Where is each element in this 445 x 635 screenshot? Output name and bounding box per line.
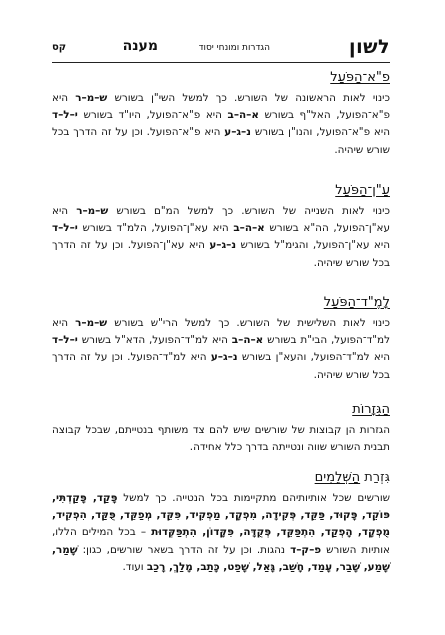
example-words: שָׁמַר, שָׁמַע, שָׁבַר, עָמַד, חָשַׁב, גָּאַל, שָׁפַט, כָּתַב, מָלַךְ, רָכַב [52,543,390,573]
section-body: הגזרות הן קבוצות של שורשים שיש להם צד משותף בנטייתם, שבכל קבוצה תבנית השורש שווה ונטייתה בדרך כלל אחידה. [52,424,390,454]
section-title: עַ"ן־הַפֹּעַל [335,183,390,198]
root: פ–ק–ד [290,543,322,556]
section-title: לָמֶ"ד־הַפֹּעַל [323,295,390,310]
root: נ–ג–ע [224,126,251,139]
page-number: קס [52,42,67,53]
section-title: פ"א־הַפֹּעַל [330,70,390,85]
section-pe-hapoal [52,70,390,159]
root: נ–ג–ע [209,239,237,252]
root: י–ל–ד [52,222,78,235]
section-ayin-hapoal [52,183,390,272]
root: י–ל–ד [52,334,78,347]
root: י–ל–ד [52,109,78,122]
page-header [52,36,390,63]
section-gzarot [52,402,390,456]
header-middle: מענה [122,38,158,54]
section-body: כינוי לאות השנייה של השורש. כך למשל המ"ם בשורש ש–מ–ר היא עא"ן־הפועל, הה"א בשורש א–ה–ב היא עא"ן־הפועל, הלמ"ד בשורש י–ל–ד היא עא"ן־הפועל, והגימ"ל בשורש נ–ג–ע היא עא"ן־הפועל. וכן על זה הדרך בכל שורש שיהיה. [52,205,390,269]
root: א–ה–ב [233,222,265,235]
section-gizrat-hashlemim [52,470,390,576]
section-title: גִּזְרַת הַשְּׁלֵמִים [314,470,390,485]
root: ש–מ–ר [75,92,108,104]
root: א–ה–ב [227,109,259,122]
section-body: כינוי לאות השלישית של השורש. כך למשל הרי"ש בשורש ש–מ–ר היא למ"ד־הפועל, הבי"ת בשורש א–ה–ב היא למ"ד־הפועל, הדא"ל בשורש י–ל–ד היא למ"ד־הפועל, והעא"ן בשורש נ–ג–ע היא למ"ד־הפועל. וכן על זה הדרך בכל שורש שיהיה. [52,317,390,381]
section-title: הַגִּזָרוֹת [352,402,390,417]
root: נ–ג–ע [210,351,238,364]
header-title: לשון [349,36,390,58]
root: א–ה–ב [231,334,264,347]
root: ש–מ–ר [76,205,109,217]
root: ש–מ–ר [75,317,108,329]
section-body: כינוי לאות הראשונה של השורש. כך למשל השי"ן בשורש ש–מ–ר היא פ"א־הפועל, האל"ף בשורש א–ה–ב היא פ"א־הפועל, היו"ד בשורש י–ל–ד היא פ"א־הפועל, והנו"ן בשורש נ–ג–ע היא פ"א־הפועל. וכן על זה הדרך בכל שורש שיהיה. [52,92,390,156]
section-body: שורשים שכל אותיותיהם מתקיימות בכל הנטייה. כך למשל פָּקַד, פָּקַדְתִּי, פּוֹקֵד, פָּקוּד, פַּקֵּד, פְּקִידָה, מִפְקָד, מַפְקִיד, פִּקֵּד, מְפַקֵּד, פֻּקַּד, הִפְקִיד, מֻפְקָד, הָפְקַד, הִתְפַּקֵּד, פְּקֻדָּה, פִּקָּדוֹן, הִתְפַּקְּדוּת – בכל המילים הללו, אותיות השורש פ–ק–ד נהגות. וכן על זה הדרך בשאר שורשים, כגון: שָׁמַר, שָׁמַע, שָׁבַר, עָמַד, חָשַׁב, גָּאַל, שָׁפַט, כָּתַב, מָלַךְ, רָכַב ועוד. [52,492,391,573]
example-words: פָּקַד, פָּקַדְתִּי, פּוֹקֵד, פָּקוּד, פַּקֵּד, פְּקִידָה, מִפְקָד, מַפְקִיד, פִּקֵּד, מְפַקֵּד, פֻּקַּד, הִפְקִיד, מֻפְקָד, הָפְקַד, הִתְפַּקֵּד, פְּקֻדָּה, פִּקָּדוֹן, הִתְפַּקְּדוּת [52,492,390,539]
section-lamed-hapoal [52,295,390,384]
header-subtitle: הגדרות ומונחי יסוד [198,43,270,53]
